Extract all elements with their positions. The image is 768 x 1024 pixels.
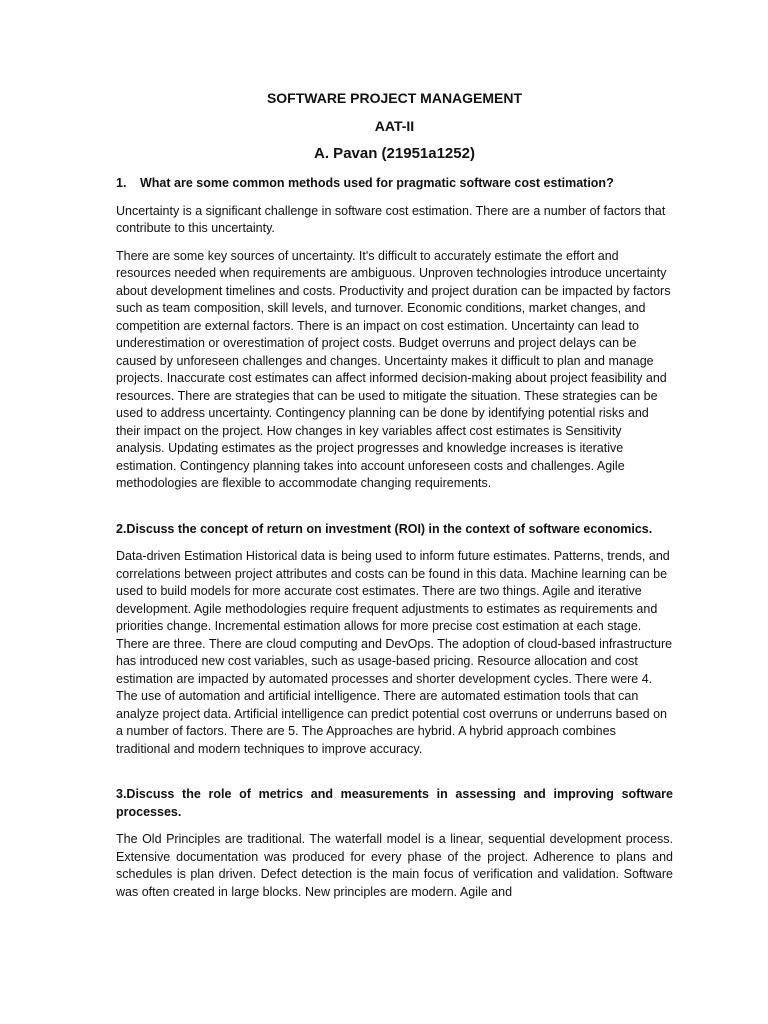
section-1-question — [116, 175, 673, 193]
section-1-paragraph-1: Uncertainty is a significant challenge in software cost estimation. There are a number of factors that contribute to this uncertainty. — [116, 203, 666, 235]
section-2-paragraph-1: Data-driven Estimation Historical data is being used to inform future estimates. Patterns, trends, and correlations between project attributes and costs can be found in this data. Machine learning can be used to build models for more accurate cost estimates. There are two things. Agile and iterative development. Agile methodologies require frequent adjustments to estimates as requirements and priorities change. Incremental estimation allows for more precise cost estimation at each stage. There are three. There are cloud computing and DevOps. The adoption of cloud-based infrastructure has introduced new cost variables, such as usage-based pricing. Resource allocation and cost estimation are impacted by automated processes and shorter development cycles. There were 4. The use of automation and artificial intelligence. There are automated estimation tools that can analyze project data. Artificial intelligence can predict potential cost overruns or underruns based on a number of factors. There are 5. The Approaches are hybrid. A hybrid approach combines traditional and modern techniques to improve accuracy. — [116, 549, 673, 756]
section-1-question-text: What are some common methods used for pragmatic software cost estimation? — [140, 176, 614, 190]
section-3-paragraph-1: The Old Principles are traditional. The waterfall model is a linear, sequential development process. Extensive documentation was produced for every phase of the project. Adherence to plans and schedules is plan driven. Defect detection is the main focus of verification and validation. Software was often created in large blocks. New principles are modern. Agile and — [116, 832, 673, 899]
section-2-question: 2.Discuss the concept of return on investment (ROI) in the context of software economics. — [116, 521, 653, 536]
document-title: SOFTWARE PROJECT MANAGEMENT — [266, 90, 523, 106]
document-author: A. Pavan (21951a1252) — [314, 145, 475, 162]
section-1-paragraph-2: There are some key sources of uncertainty. It's difficult to accurately estimate the effort and resources needed when requirements are ambiguous. Unproven technologies introduce uncertainty about development timelines and costs. Productivity and project duration can be impacted by factors such as team composition, skill levels, and turnover. Economic conditions, market changes, and competition are external factors. There is an impact on cost estimation. Uncertainty can lead to underestimation or overestimation of project costs. Budget overruns and project delays can be caused by unforeseen challenges and changes. Uncertainty makes it difficult to plan and manage projects. Inaccurate cost estimates can affect informed decision-making about project feasibility and resources. There are strategies that can be used to mitigate the situation. These strategies can be used to address uncertainty. Contingency planning can be done by identifying potential risks and their impact on the project. How changes in key variables affect cost estimates is Sensitivity analysis. Updating estimates as the project progresses and knowledge increases is iterative estimation. Contingency planning takes into account unforeseen costs and challenges. Agile methodologies are flexible to accommodate changing requirements. — [116, 248, 671, 490]
section-1-number: 1. — [116, 176, 127, 190]
section-3-question: 3.Discuss the role of metrics and measurements in assessing and improving software processes. — [116, 787, 673, 819]
document-subtitle: AAT-II — [374, 118, 415, 134]
document-page — [116, 88, 673, 901]
